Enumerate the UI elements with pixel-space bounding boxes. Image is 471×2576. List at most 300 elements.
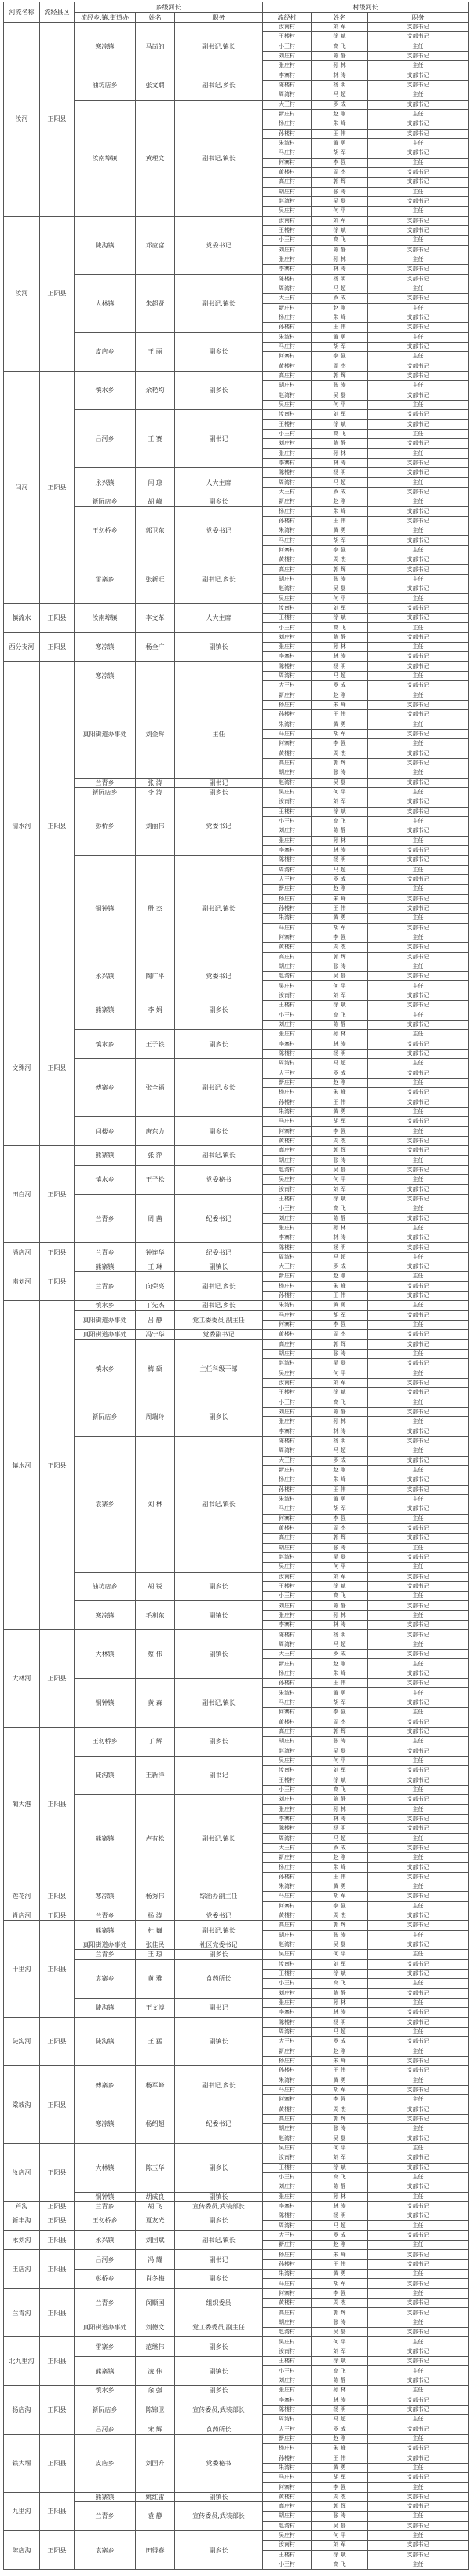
- village-chief-post: 主任: [368, 981, 469, 991]
- village-name: 黄楼村: [263, 2105, 312, 2114]
- village-chief-post: 主任: [368, 768, 469, 778]
- river-county: 正阳县: [40, 23, 75, 217]
- village-name: 朱湾村: [263, 720, 312, 729]
- village-chief-post: 支部书记: [368, 1339, 469, 1349]
- village-chief-post: 主任: [368, 2221, 469, 2230]
- town-chief-name: 夏友光: [136, 2211, 175, 2231]
- village-chief-post: 支部书记: [368, 1766, 469, 1775]
- table-row: [4, 1262, 469, 1272]
- river-table: [3, 2, 469, 2570]
- village-chief-name: 郭 辉: [312, 178, 368, 187]
- town-chief-post: 副镇长: [175, 1262, 263, 1272]
- village-name: 孙楼村: [263, 2453, 312, 2463]
- village-name: 张庄村: [263, 1223, 312, 1233]
- town-chief-name: 唐东力: [136, 1117, 175, 1146]
- village-chief-name: 林 涛: [312, 1039, 368, 1049]
- village-chief-name: 马 超: [312, 1059, 368, 1068]
- town-chief-post: 副书记,镇长: [175, 274, 263, 332]
- village-chief-name: 高 飞: [312, 236, 368, 245]
- village-chief-post: 支部书记: [368, 1601, 469, 1610]
- village-chief-name: 马 超: [312, 90, 368, 100]
- village-name: 刘庄村: [263, 1020, 312, 1029]
- village-chief-name: 杨 明: [312, 1824, 368, 1834]
- village-chief-name: 陈 静: [312, 826, 368, 836]
- river-county: 正阳县: [40, 2337, 75, 2386]
- village-chief-name: 郭 辉: [312, 2114, 368, 2123]
- river-county: 正阳县: [40, 2066, 75, 2144]
- village-chief-name: 何 平: [312, 1756, 368, 1765]
- village-chief-name: 赵 刚: [312, 2047, 368, 2056]
- river-county: 正阳县: [40, 2530, 75, 2569]
- village-name: 汝南村: [263, 1185, 312, 1194]
- village-name: 王楼村: [263, 1194, 312, 1204]
- village-chief-post: 主任: [368, 1592, 469, 1601]
- village-chief-name: 徐 斌: [312, 1775, 368, 1785]
- village-name: 朱湾村: [263, 332, 312, 342]
- village-chief-post: 支部书记: [368, 71, 469, 80]
- village-chief-post: 支部书记: [368, 1281, 469, 1291]
- village-chief-post: 主任: [368, 574, 469, 584]
- town-chief-name: 张佳民: [136, 1940, 175, 1949]
- village-chief-name: 陈 静: [312, 1407, 368, 1416]
- village-name: 李寨村: [263, 458, 312, 467]
- village-name: 黄楼村: [263, 749, 312, 758]
- village-name: 胡庄村: [263, 1543, 312, 1552]
- village-name: 何寨村: [263, 1320, 312, 1329]
- town-chief-name: 杨秀伟: [136, 1882, 175, 1911]
- village-chief-name: 孙 林: [312, 1223, 368, 1233]
- village-name: 赵湾村: [263, 390, 312, 400]
- village-name: 何寨村: [263, 1514, 312, 1523]
- village-chief-name: 何 平: [312, 1563, 368, 1572]
- village-chief-post: 支部书记: [368, 1940, 469, 1949]
- village-chief-name: 周 杰: [312, 749, 368, 758]
- town-chief-post: 副书记: [175, 410, 263, 468]
- village-chief-post: 主任: [368, 1640, 469, 1649]
- village-chief-post: 支部书记: [368, 178, 469, 187]
- table-row: [4, 2250, 469, 2259]
- village-chief-name: 刘 军: [312, 991, 368, 1000]
- village-chief-name: 黄 勇: [312, 1688, 368, 1698]
- river-county: 正阳县: [40, 603, 75, 632]
- village-name: 高庄村: [263, 565, 312, 574]
- village-chief-name: 李 强: [312, 2095, 368, 2105]
- village-name: 新庄村: [263, 1659, 312, 1669]
- town-place: 傅寨乡: [75, 1059, 136, 1117]
- table-row: [4, 991, 469, 1000]
- village-name: 孙楼村: [263, 1291, 312, 1300]
- table-row: [4, 2230, 469, 2240]
- village-name: 高庄村: [263, 1339, 312, 1349]
- town-place: 陡沟镇: [75, 2017, 136, 2066]
- town-chief-post: 副乡长: [175, 2211, 263, 2231]
- village-name: 陈楼村: [263, 274, 312, 284]
- village-chief-post: 主任: [368, 1107, 469, 1116]
- town-chief-post: 副镇长: [175, 2192, 263, 2201]
- village-name: 杨庄村: [263, 1863, 312, 1872]
- village-name: 马庄村: [263, 2279, 312, 2288]
- village-chief-post: 支部书记: [368, 1049, 469, 1058]
- village-chief-name: 徐 斌: [312, 1001, 368, 1010]
- village-chief-post: 支部书记: [368, 856, 469, 865]
- village-chief-name: 赵 刚: [312, 1272, 368, 1281]
- village-name: 黄楼村: [263, 1330, 312, 1339]
- town-place: 熊寨镇: [75, 1921, 136, 1940]
- village-name: 新庄村: [263, 691, 312, 700]
- village-name: 王楼村: [263, 225, 312, 235]
- village-name: 马庄村: [263, 729, 312, 738]
- town-place: 皮店乡: [75, 332, 136, 371]
- village-chief-post: 支部书记: [368, 1020, 469, 1029]
- river-county: 正阳县: [40, 2230, 75, 2250]
- village-chief-post: 支部书记: [368, 1988, 469, 1998]
- village-chief-post: 主任: [368, 478, 469, 487]
- river-chief-table: [3, 2, 468, 2570]
- village-name: 朱湾村: [263, 1882, 312, 1892]
- village-chief-post: 主任: [368, 1369, 469, 1378]
- village-chief-post: 支部书记: [368, 1504, 469, 1514]
- village-chief-post: 支部书记: [368, 749, 469, 758]
- village-name: 吴庄村: [263, 207, 312, 216]
- village-name: 朱湾村: [263, 526, 312, 536]
- village-chief-name: 李 强: [312, 1708, 368, 1717]
- village-chief-name: 郭 辉: [312, 1339, 368, 1349]
- village-chief-name: 马 超: [312, 2027, 368, 2036]
- village-name: 汝南村: [263, 2541, 312, 2550]
- village-chief-name: 赵 刚: [312, 885, 368, 894]
- village-name: 周湾村: [263, 2415, 312, 2424]
- town-chief-post: 副乡长: [175, 2270, 263, 2289]
- village-chief-name: 朱 峰: [312, 700, 368, 709]
- village-chief-post: 主任: [368, 2530, 469, 2540]
- village-name: 王楼村: [263, 807, 312, 816]
- village-chief-name: 林 涛: [312, 1621, 368, 1630]
- village-chief-post: 支部书记: [368, 1088, 469, 1097]
- town-chief-name: 宋 辉: [136, 2424, 175, 2434]
- village-name: 王楼村: [263, 1969, 312, 1978]
- river-county: 正阳县: [40, 632, 75, 661]
- town-place: 雷寨乡: [75, 555, 136, 604]
- town-chief-post: 副镇长: [175, 1630, 263, 1679]
- river-name: 肖店河: [4, 1911, 40, 1920]
- village-chief-post: 支部书记: [368, 274, 469, 284]
- river-name: 西分支河: [4, 632, 40, 661]
- village-chief-post: 主任: [368, 400, 469, 409]
- village-chief-name: 高 飞: [312, 42, 368, 51]
- town-place: 陡沟镇: [75, 216, 136, 274]
- village-name: 汝南村: [263, 1378, 312, 1387]
- village-chief-post: 支部书记: [368, 2308, 469, 2318]
- village-name: 新庄村: [263, 2047, 312, 2056]
- village-chief-name: 林 涛: [312, 1427, 368, 1436]
- village-name: 周湾村: [263, 1252, 312, 1262]
- village-name: 黄楼村: [263, 2492, 312, 2501]
- village-chief-name: 刘 军: [312, 2541, 368, 2550]
- village-name: 大王村: [263, 1456, 312, 1465]
- river-name: 文殊河: [4, 991, 40, 1145]
- village-chief-name: 徐 斌: [312, 2357, 368, 2366]
- town-place: 油坊店乡: [75, 1572, 136, 1601]
- town-place: 袁寨乡: [75, 2530, 136, 2569]
- town-place: 慎水乡: [75, 1301, 136, 1310]
- village-name: 刘庄村: [263, 439, 312, 449]
- village-chief-post: 支部书记: [368, 1097, 469, 1107]
- village-chief-post: 支部书记: [368, 216, 469, 225]
- village-name: 王楼村: [263, 1001, 312, 1010]
- village-chief-name: 刘 军: [312, 797, 368, 807]
- town-place: 熊寨镇: [75, 1262, 136, 1272]
- village-name: 周湾村: [263, 1446, 312, 1456]
- village-chief-name: 马 超: [312, 865, 368, 874]
- village-name: 张庄村: [263, 1610, 312, 1620]
- village-name: 黄楼村: [263, 167, 312, 177]
- town-place: 雷寨乡: [75, 2337, 136, 2357]
- village-name: 周湾村: [263, 478, 312, 487]
- village-name: 马庄村: [263, 1892, 312, 1901]
- village-chief-name: 高 飞: [312, 2560, 368, 2569]
- village-chief-name: 杨 明: [312, 274, 368, 284]
- town-chief-name: 王 猛: [136, 2017, 175, 2066]
- village-name: 李寨村: [263, 845, 312, 855]
- village-name: 孙楼村: [263, 710, 312, 720]
- village-chief-post: 支部书记: [368, 1291, 469, 1300]
- village-chief-name: 朱 峰: [312, 507, 368, 516]
- village-chief-post: 主任: [368, 109, 469, 119]
- town-chief-name: 王 琼: [136, 1950, 175, 1959]
- village-name: 胡庄村: [263, 1349, 312, 1358]
- town-chief-post: 党委书记: [175, 216, 263, 274]
- village-chief-name: 陈 静: [312, 51, 368, 60]
- village-chief-name: 孙 林: [312, 1417, 368, 1427]
- river-county: 正阳县: [40, 2492, 75, 2530]
- village-name: 刘庄村: [263, 632, 312, 642]
- village-chief-post: 支部书记: [368, 2550, 469, 2560]
- town-chief-name: 丁 辉: [136, 1727, 175, 1756]
- village-chief-name: 刘 军: [312, 1959, 368, 1969]
- village-name: 大王村: [263, 2230, 312, 2240]
- town-place: 慎水乡: [75, 371, 136, 409]
- river-name: 莲花河: [4, 1882, 40, 1911]
- village-chief-name: 李 强: [312, 1514, 368, 1523]
- village-name: 胡庄村: [263, 1156, 312, 1165]
- table-row: [4, 371, 469, 380]
- village-chief-post: 支部书记: [368, 807, 469, 816]
- river-county: 正阳县: [40, 661, 75, 991]
- village-chief-name: 马 超: [312, 478, 368, 487]
- village-chief-name: 马 超: [312, 1834, 368, 1843]
- river-county: 正阳县: [40, 1727, 75, 1882]
- village-name: 马庄村: [263, 2085, 312, 2094]
- river-county: 正阳县: [40, 1243, 75, 1262]
- town-place: 熊寨镇: [75, 991, 136, 1029]
- village-name: 赵湾村: [263, 778, 312, 787]
- village-chief-post: 支部书记: [368, 1378, 469, 1387]
- village-chief-name: 朱 峰: [312, 119, 368, 129]
- village-name: 何寨村: [263, 352, 312, 361]
- village-name: 孙楼村: [263, 1485, 312, 1494]
- village-chief-name: 刘 军: [312, 1185, 368, 1194]
- village-name: 杨庄村: [263, 2250, 312, 2259]
- town-chief-name: 胡 锐: [136, 1572, 175, 1601]
- village-chief-post: 支部书记: [368, 1698, 469, 1707]
- village-chief-post: 主任: [368, 2143, 469, 2153]
- village-name: 刘庄村: [263, 1601, 312, 1610]
- village-name: 小王村: [263, 2560, 312, 2569]
- town-place: 袁寨乡: [75, 1959, 136, 1998]
- village-name: 大王村: [263, 874, 312, 884]
- village-chief-post: 支部书记: [368, 1630, 469, 1640]
- river-name: 慎流水: [4, 603, 40, 632]
- town-chief-post: 纪委书记: [175, 2105, 263, 2143]
- village-name: 赵湾村: [263, 1165, 312, 1174]
- village-chief-post: 主任: [368, 158, 469, 167]
- town-chief-name: 钟连华: [136, 1243, 175, 1262]
- river-name: 大林河: [4, 1630, 40, 1727]
- village-chief-post: 支部书记: [368, 2424, 469, 2434]
- village-chief-name: 孙 林: [312, 1805, 368, 1814]
- town-chief-post: 副乡长: [175, 1030, 263, 1059]
- table-row: [4, 2434, 469, 2443]
- village-chief-post: 支部书记: [368, 1146, 469, 1156]
- village-chief-name: 高 飞: [312, 1204, 368, 1214]
- village-chief-name: 杨 明: [312, 80, 368, 90]
- village-chief-name: 胡 军: [312, 2473, 368, 2483]
- village-name: 李寨村: [263, 1233, 312, 1243]
- village-chief-post: 主任: [368, 1272, 469, 1281]
- village-chief-post: 支部书记: [368, 1795, 469, 1805]
- village-chief-name: 周 杰: [312, 1136, 368, 1145]
- village-name: 何寨村: [263, 2483, 312, 2492]
- village-chief-post: 主任: [368, 1349, 469, 1358]
- village-chief-name: 黄 勇: [312, 720, 368, 729]
- village-chief-post: 主任: [368, 1737, 469, 1746]
- village-name: 刘庄村: [263, 2182, 312, 2192]
- village-name: 李寨村: [263, 265, 312, 274]
- village-chief-post: 支部书记: [368, 2541, 469, 2550]
- village-chief-post: 支部书记: [368, 1214, 469, 1223]
- village-name: 新庄村: [263, 1853, 312, 1863]
- village-chief-post: 主任: [368, 1805, 469, 1814]
- village-chief-name: 吴 磊: [312, 2521, 368, 2530]
- village-name: 何寨村: [263, 739, 312, 749]
- village-chief-post: 主任: [368, 236, 469, 245]
- village-chief-name: 周 杰: [312, 2299, 368, 2308]
- village-chief-name: 高 飞: [312, 816, 368, 826]
- village-chief-name: 杨 明: [312, 661, 368, 671]
- village-chief-name: 何 平: [312, 981, 368, 991]
- town-chief-post: 副书记: [175, 1998, 263, 2017]
- village-name: 胡庄村: [263, 187, 312, 196]
- village-name: 大王村: [263, 1650, 312, 1659]
- village-chief-name: 王 伟: [312, 129, 368, 138]
- village-chief-name: 马 超: [312, 1640, 368, 1649]
- town-chief-name: 陈锦卫: [136, 2395, 175, 2424]
- town-chief-name: 刘金辉: [136, 691, 175, 778]
- village-name: 黄楼村: [263, 1136, 312, 1145]
- village-chief-name: 胡 军: [312, 1698, 368, 1707]
- town-place: 真阳街道办事处: [75, 1310, 136, 1330]
- village-chief-name: 杨 明: [312, 1630, 368, 1640]
- table-row: [4, 2386, 469, 2395]
- village-chief-post: 支部书记: [368, 614, 469, 623]
- village-chief-post: 支部书记: [368, 2521, 469, 2530]
- village-name: 高庄村: [263, 758, 312, 768]
- town-chief-name: 郭卫东: [136, 507, 175, 555]
- town-place: 永兴镇: [75, 962, 136, 991]
- village-chief-name: 徐 斌: [312, 807, 368, 816]
- village-chief-name: 赵 刚: [312, 1465, 368, 1475]
- village-chief-post: 支部书记: [368, 1330, 469, 1339]
- village-chief-post: 主任: [368, 2337, 469, 2347]
- village-chief-post: 主任: [368, 1659, 469, 1669]
- village-name: 张庄村: [263, 1417, 312, 1427]
- village-chief-name: 孙 林: [312, 61, 368, 71]
- village-name: 杨庄村: [263, 507, 312, 516]
- village-chief-name: 徐 斌: [312, 1388, 368, 1398]
- village-name: 朱湾村: [263, 1301, 312, 1310]
- village-chief-name: 吴 磊: [312, 1940, 368, 1949]
- village-chief-name: 徐 斌: [312, 32, 368, 42]
- village-chief-post: 主任: [368, 2124, 469, 2134]
- town-chief-name: 刘国升: [136, 2434, 175, 2492]
- river-county: 正阳县: [40, 2211, 75, 2231]
- village-chief-post: 主任: [368, 2366, 469, 2376]
- village-name: 张庄村: [263, 255, 312, 264]
- town-place: 永兴镇: [75, 468, 136, 497]
- village-name: 吴庄村: [263, 1563, 312, 1572]
- village-chief-post: 支部书记: [368, 2056, 469, 2065]
- village-chief-post: 支部书记: [368, 536, 469, 545]
- village-name: 汝南村: [263, 991, 312, 1000]
- river-name: 芦沟: [4, 2201, 40, 2211]
- town-chief-post: 社区党委书记: [175, 1940, 263, 1949]
- town-chief-post: 副书记,镇长: [175, 1921, 263, 1940]
- village-chief-post: 支部书记: [368, 797, 469, 807]
- village-chief-name: 陈 静: [312, 245, 368, 255]
- table-row: [4, 1301, 469, 1310]
- town-chief-name: 胡 峰: [136, 497, 175, 507]
- village-name: 陈楼村: [263, 2211, 312, 2221]
- town-chief-name: 黄理文: [136, 100, 175, 216]
- village-chief-name: 赵 刚: [312, 1659, 368, 1669]
- town-chief-post: 宣传委员,武装部长: [175, 2502, 263, 2531]
- village-chief-name: 高 飞: [312, 1398, 368, 1407]
- village-chief-post: 主任: [368, 61, 469, 71]
- town-chief-post: [175, 661, 263, 691]
- village-chief-name: 陈 静: [312, 632, 368, 642]
- village-chief-post: 主任: [368, 545, 469, 555]
- town-chief-name: 闵顺国: [136, 2288, 175, 2318]
- village-chief-name: 吴 磊: [312, 584, 368, 594]
- village-chief-name: 黄 勇: [312, 2270, 368, 2279]
- village-chief-name: 吴 磊: [312, 2134, 368, 2143]
- village-chief-post: 支部书记: [368, 2444, 469, 2453]
- village-chief-post: 主任: [368, 787, 469, 797]
- river-county: 正阳县: [40, 1301, 75, 1630]
- town-place: 吕河乡: [75, 2250, 136, 2270]
- village-name: 王楼村: [263, 614, 312, 623]
- village-chief-post: 支部书记: [368, 2105, 469, 2114]
- village-chief-name: 郭 辉: [312, 1146, 368, 1156]
- river-county: 正阳县: [40, 2017, 75, 2066]
- river-county: 正阳县: [40, 2434, 75, 2492]
- village-chief-post: 支部书记: [368, 2299, 469, 2308]
- village-chief-name: 胡 军: [312, 148, 368, 158]
- village-chief-post: 主任: [368, 2434, 469, 2443]
- village-chief-post: 支部书记: [368, 2405, 469, 2414]
- village-name: 吴庄村: [263, 594, 312, 603]
- village-chief-name: 胡 军: [312, 1504, 368, 1514]
